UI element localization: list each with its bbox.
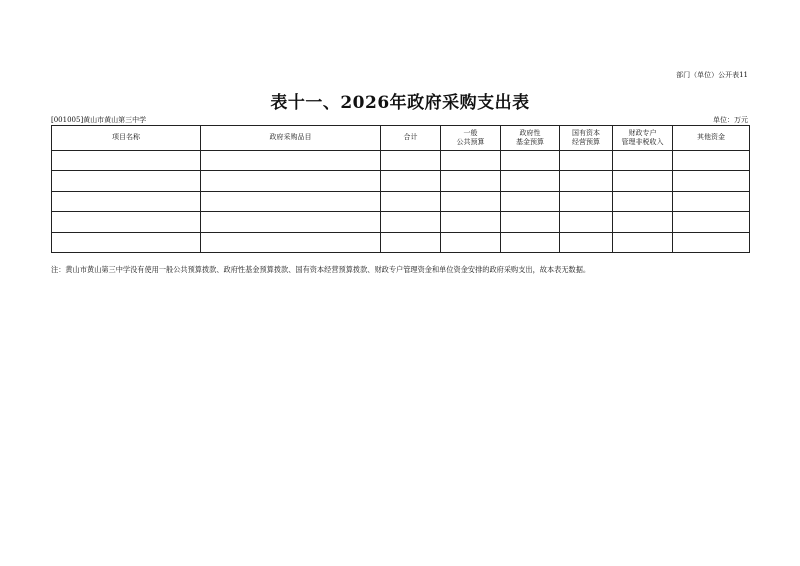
table-cell bbox=[501, 212, 560, 232]
table-cell bbox=[613, 212, 673, 232]
table-row bbox=[52, 212, 750, 232]
table-cell bbox=[381, 191, 441, 211]
table-cell bbox=[441, 171, 501, 191]
table-cell bbox=[381, 151, 441, 171]
table-row bbox=[52, 171, 750, 191]
table-cell bbox=[201, 191, 381, 211]
table-cell bbox=[613, 151, 673, 171]
currency-unit-label: 单位：万元 bbox=[713, 116, 748, 124]
table-cell bbox=[201, 171, 381, 191]
table-cell bbox=[52, 151, 201, 171]
table-cell bbox=[613, 191, 673, 211]
table-cell bbox=[501, 151, 560, 171]
header-general-budget: 一般 公共预算 bbox=[441, 126, 501, 151]
header-project-name: 项目名称 bbox=[52, 126, 201, 151]
header-total: 合计 bbox=[381, 126, 441, 151]
table-cell bbox=[673, 232, 750, 252]
table-cell bbox=[560, 171, 613, 191]
table-cell bbox=[673, 171, 750, 191]
table-cell bbox=[201, 232, 381, 252]
table-cell bbox=[52, 191, 201, 211]
table-cell bbox=[560, 191, 613, 211]
unit-code-label: [001005]黄山市黄山第三中学 bbox=[51, 116, 147, 124]
table-cell bbox=[501, 191, 560, 211]
header-fiscal-account-revenue: 财政专户 管理非税收入 bbox=[613, 126, 673, 151]
table-cell bbox=[613, 171, 673, 191]
table-header-row bbox=[52, 126, 750, 151]
table-cell bbox=[52, 232, 201, 252]
table-row bbox=[52, 151, 750, 171]
table-cell bbox=[501, 171, 560, 191]
table-cell bbox=[441, 151, 501, 171]
table-cell bbox=[560, 151, 613, 171]
table-cell bbox=[441, 232, 501, 252]
table-cell bbox=[673, 191, 750, 211]
header-state-capital-budget: 国有资本 经营预算 bbox=[560, 126, 613, 151]
table-cell bbox=[560, 232, 613, 252]
table-cell bbox=[52, 212, 201, 232]
table-cell bbox=[381, 171, 441, 191]
page-title: 表十一、2026年政府采购支出表 bbox=[270, 93, 530, 113]
header-fund-budget: 政府性 基金预算 bbox=[501, 126, 560, 151]
table-cell bbox=[381, 212, 441, 232]
table-cell bbox=[52, 171, 201, 191]
table-cell bbox=[673, 151, 750, 171]
table-number-label: 部门（单位）公开表11 bbox=[676, 71, 748, 79]
header-other-funds: 其他资金 bbox=[673, 126, 750, 151]
table-cell bbox=[201, 212, 381, 232]
footnote: 注：黄山市黄山第三中学没有使用一般公共预算拨款、政府性基金预算拨款、国有资本经营预算拨款、财政专户管理资金和单位资金安排的政府采购支出，故本表无数据。 bbox=[51, 265, 591, 274]
table-cell bbox=[201, 151, 381, 171]
table-cell bbox=[501, 232, 560, 252]
header-procurement-item: 政府采购品目 bbox=[201, 126, 381, 151]
table-cell bbox=[441, 212, 501, 232]
table-cell bbox=[673, 212, 750, 232]
table-cell bbox=[441, 191, 501, 211]
table-row bbox=[52, 232, 750, 252]
table-cell bbox=[613, 232, 673, 252]
procurement-expenditure-table bbox=[51, 125, 750, 253]
table-cell bbox=[381, 232, 441, 252]
table-cell bbox=[560, 212, 613, 232]
table-row bbox=[52, 191, 750, 211]
